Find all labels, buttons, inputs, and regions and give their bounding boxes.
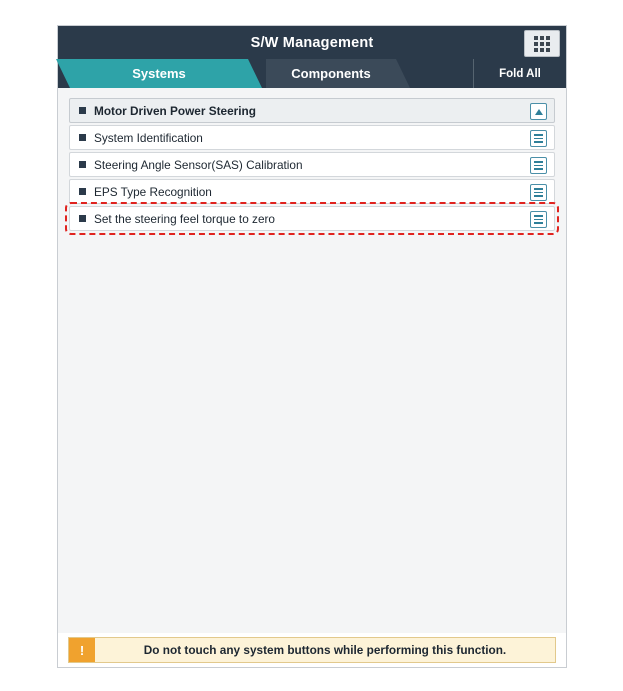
footer-bar — [58, 633, 566, 667]
tab-components-label: Components — [291, 66, 371, 81]
page-title: S/W Management — [250, 34, 374, 51]
warning-icon: ! — [69, 638, 95, 662]
bullet-icon — [79, 215, 86, 222]
bullet-icon — [79, 161, 86, 168]
tab-systems[interactable] — [70, 59, 248, 88]
list-item-label: Steering Angle Sensor(SAS) Calibration — [94, 157, 303, 172]
list-item-label: EPS Type Recognition — [94, 184, 212, 199]
list-item[interactable] — [69, 152, 555, 177]
bullet-icon — [79, 107, 86, 114]
list-group-header[interactable] — [69, 98, 555, 123]
grid-menu-button[interactable] — [524, 30, 560, 57]
bullet-icon — [79, 134, 86, 141]
tab-components[interactable] — [266, 59, 396, 88]
bullet-icon — [79, 188, 86, 195]
list-lines-icon[interactable] — [530, 211, 547, 228]
warning-text: Do not touch any system buttons while performing this function. — [95, 638, 555, 662]
tab-systems-label: Systems — [132, 66, 186, 81]
list-lines-icon[interactable] — [530, 130, 547, 147]
app-window — [57, 25, 567, 668]
list-item-label: Set the steering feel torque to zero — [94, 211, 275, 226]
list-item-selected[interactable] — [69, 206, 555, 231]
list-item[interactable] — [69, 179, 555, 204]
fold-all-button[interactable] — [473, 59, 566, 88]
tab-bar — [58, 59, 566, 88]
group-label: Motor Driven Power Steering — [94, 103, 256, 118]
grid-menu-icon — [534, 36, 550, 52]
collapse-up-icon[interactable] — [530, 103, 547, 120]
list-item[interactable] — [69, 125, 555, 150]
warning-banner — [68, 637, 556, 663]
list-item-label: System Identification — [94, 130, 203, 145]
title-bar — [58, 26, 566, 59]
system-list — [58, 88, 566, 633]
fold-all-label: Fold All — [499, 67, 541, 80]
list-lines-icon[interactable] — [530, 157, 547, 174]
list-lines-icon[interactable] — [530, 184, 547, 201]
